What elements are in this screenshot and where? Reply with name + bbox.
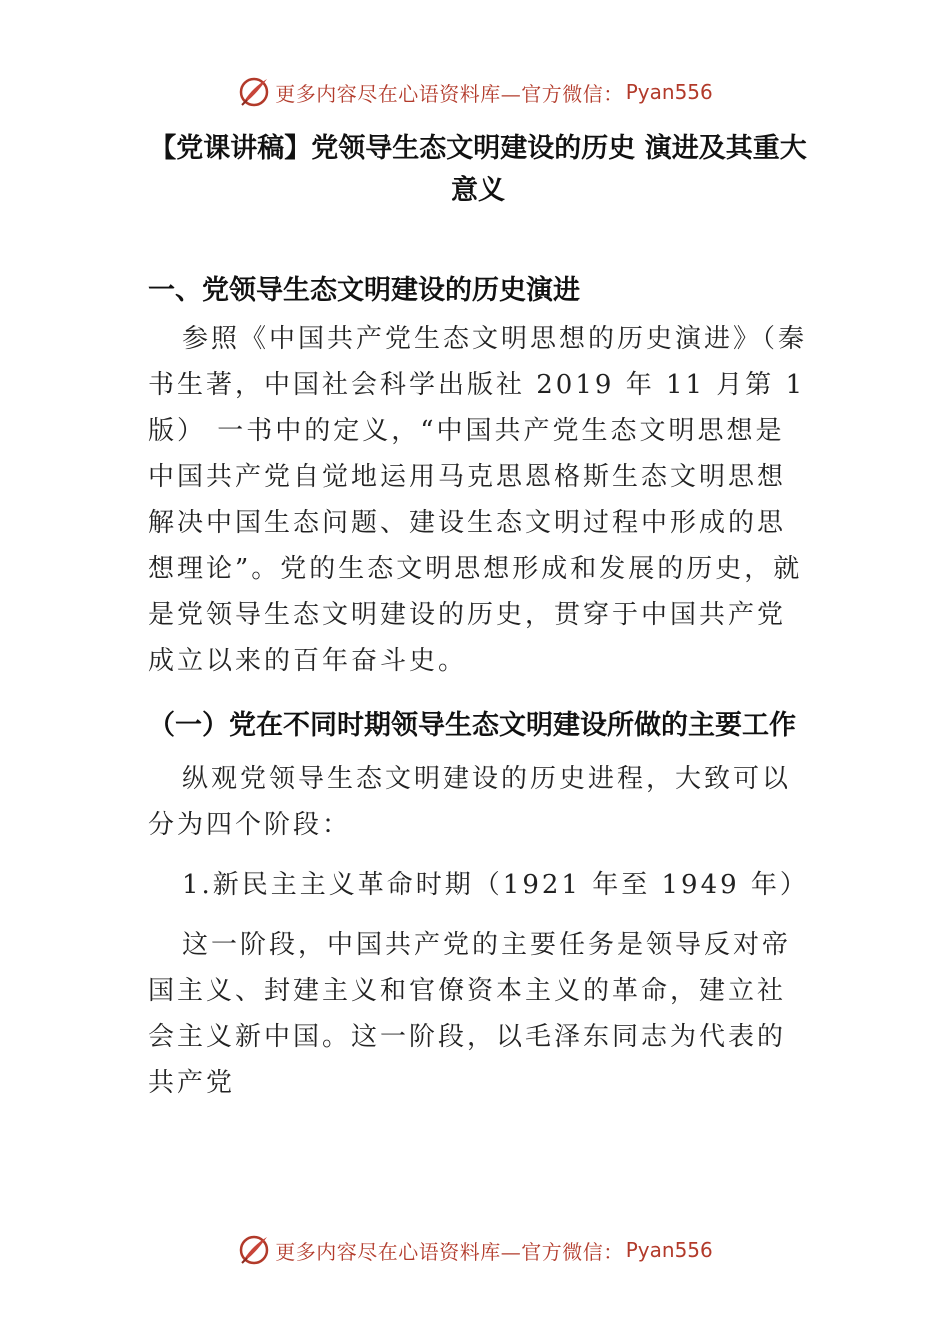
section-heading: 一、党领导生态文明建设的历史演进 — [148, 275, 580, 306]
watermark-handle: Pyan556 — [625, 1238, 713, 1262]
paragraph: 纵观党领导生态文明建设的历史进程，大致可以分为四个阶段： — [148, 764, 792, 840]
watermark-banner-top — [0, 72, 950, 112]
paragraph: 这一阶段，中国共产党的主要任务是领导反对帝国主义、封建主义和官僚资本主义的革命，建立社会主义新中国。这一阶段，以毛泽东同志为代表的共产党 — [148, 930, 792, 1098]
paragraph: 参照《中国共产党生态文明思想的历史演进》（秦书生著，中国社会科学出版社 2019 年 11 月第 1 版） 一书中的定义，“中国共产党生态文明思想是中国共产党自觉地运用马克思恩格斯生态文明思想解决中国生态问题、建设生态文明过程中形成的思想理论”。党的生态文明思想形成和发展的历史，就是党领导生态文明建设的历史，贯穿于中国共产党成立以来的百年奋斗史。 — [148, 324, 808, 676]
document-title: 【党课讲稿】党领导生态文明建设的历史 演进及其重大意义 — [149, 133, 807, 206]
feather-quill-icon — [237, 75, 271, 109]
document-body — [148, 128, 808, 1106]
watermark-text: 更多内容尽在心语资料库—官方微信： — [275, 1239, 624, 1264]
watermark-handle: Pyan556 — [625, 80, 713, 104]
list-item: 1.新民主主义革命时期（1921 年至 1949 年） — [182, 870, 809, 900]
subsection-heading: （一）党在不同时期领导生态文明建设所做的主要工作 — [148, 710, 796, 741]
watermark-banner-bottom — [0, 1230, 950, 1270]
watermark-text: 更多内容尽在心语资料库—官方微信： — [275, 81, 624, 106]
feather-quill-icon — [237, 1233, 271, 1267]
